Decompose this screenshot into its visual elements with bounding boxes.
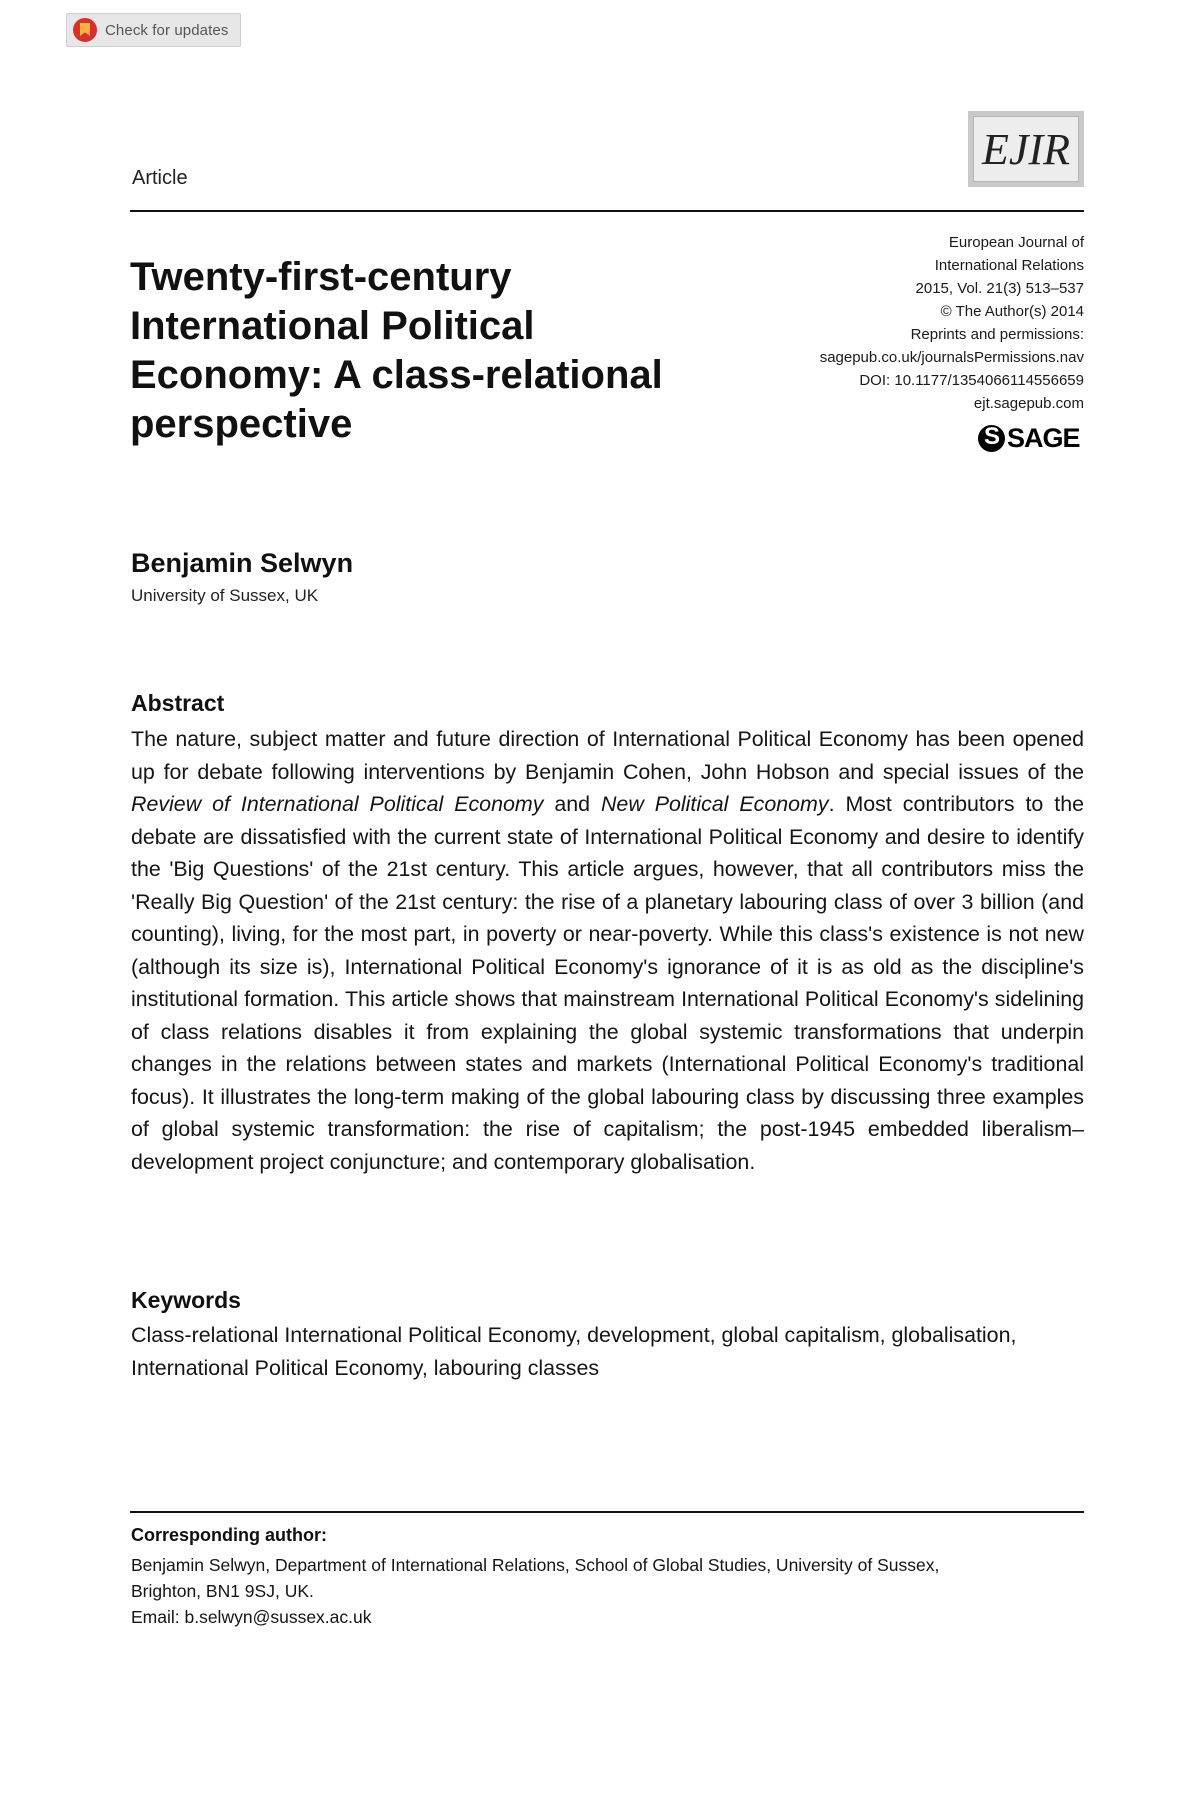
corresponding-author-email[interactable]: Email: b.selwyn@sussex.ac.uk — [131, 1607, 372, 1627]
abstract-text-part-2: and — [543, 792, 601, 816]
journal-logo — [968, 111, 1084, 187]
reprints-label: Reprints and permissions: — [910, 326, 1084, 343]
corresponding-author-heading: Corresponding author: — [131, 1525, 327, 1545]
header-divider — [130, 210, 1084, 212]
sage-logo-mark — [978, 425, 1005, 452]
check-for-updates-label: Check for updates — [105, 21, 229, 39]
corresponding-author-address-2: Brighton, BN1 9SJ, UK. — [131, 1581, 314, 1601]
footnote-divider — [130, 1511, 1084, 1513]
journal-logo-text: EJIR — [973, 116, 1079, 182]
corresponding-author-address-1: Benjamin Selwyn, Department of International Relations, School of Global Studies, University of Sussex, — [131, 1555, 940, 1575]
sage-logo-text: SAGE — [1007, 422, 1080, 453]
journal-volume: 2015, Vol. 21(3) 513–537 — [915, 280, 1084, 297]
keywords-text: Class-relational International Political Economy, development, global capitalism, globalisation, International Political Economy, labouring classes — [131, 1323, 1017, 1380]
journal-website-link[interactable]: ejt.sagepub.com — [973, 395, 1084, 412]
journal-metadata — [724, 231, 1084, 415]
check-for-updates-button[interactable] — [66, 13, 241, 47]
article-title: Twenty-first-century International Political Economy: A class-relational perspective — [130, 255, 663, 446]
corresponding-author-details — [131, 1552, 1084, 1630]
abstract-journal-title-2: New Political Economy — [600, 792, 829, 816]
author-affiliation: University of Sussex, UK — [131, 586, 319, 605]
copyright-notice: © The Author(s) 2014 — [940, 303, 1084, 320]
abstract-text-part-1: The nature, subject matter and future direction of International Political Economy has been opened up for debate following interventions by Benjamin Cohen, John Hobson and special issues of the — [131, 727, 1084, 784]
abstract-heading: Abstract — [131, 690, 225, 716]
sage-logo — [978, 421, 1080, 455]
author-name: Benjamin Selwyn — [131, 548, 354, 578]
abstract-text-part-3: . Most contributors to the debate are dissatisfied with the current state of International Political Economy and desire to identify the 'Big Questions' of the 21st century. This article argues, however, that all contributors miss the 'Really Big Question' of the 21st century: the rise of a planetary labouring class of over 3 billion (and counting), living, for the most part, in poverty or near-poverty. While this class's existence is not new (although its size is), International Political Economy's ignorance of it is as old as the discipline's institutional formation. This article shows that mainstream International Political Economy's sidelining of class relations disables it from explaining the global systemic transformations that underpin changes in the relations between states and markets (International Political Economy's traditional focus). It illustrates the long-term making of the global labouring class by discussing three examples of global systemic transformation: the rise of capitalism; the post-1945 embedded liberalism–development project conjuncture; and contemporary globalisation. — [131, 792, 1084, 1174]
doi-link[interactable]: DOI: 10.1177/1354066114556659 — [859, 372, 1084, 389]
bookmark-icon — [73, 18, 97, 42]
article-type-label: Article — [132, 167, 188, 189]
abstract-journal-title-1: Review of International Political Economy — [131, 792, 544, 816]
keywords-heading: Keywords — [131, 1287, 241, 1313]
reprints-link[interactable]: sagepub.co.uk/journalsPermissions.nav — [819, 349, 1084, 366]
journal-name-line-2: International Relations — [934, 257, 1084, 274]
abstract-text — [131, 723, 1084, 1178]
journal-name: European Journal of — [948, 234, 1084, 251]
